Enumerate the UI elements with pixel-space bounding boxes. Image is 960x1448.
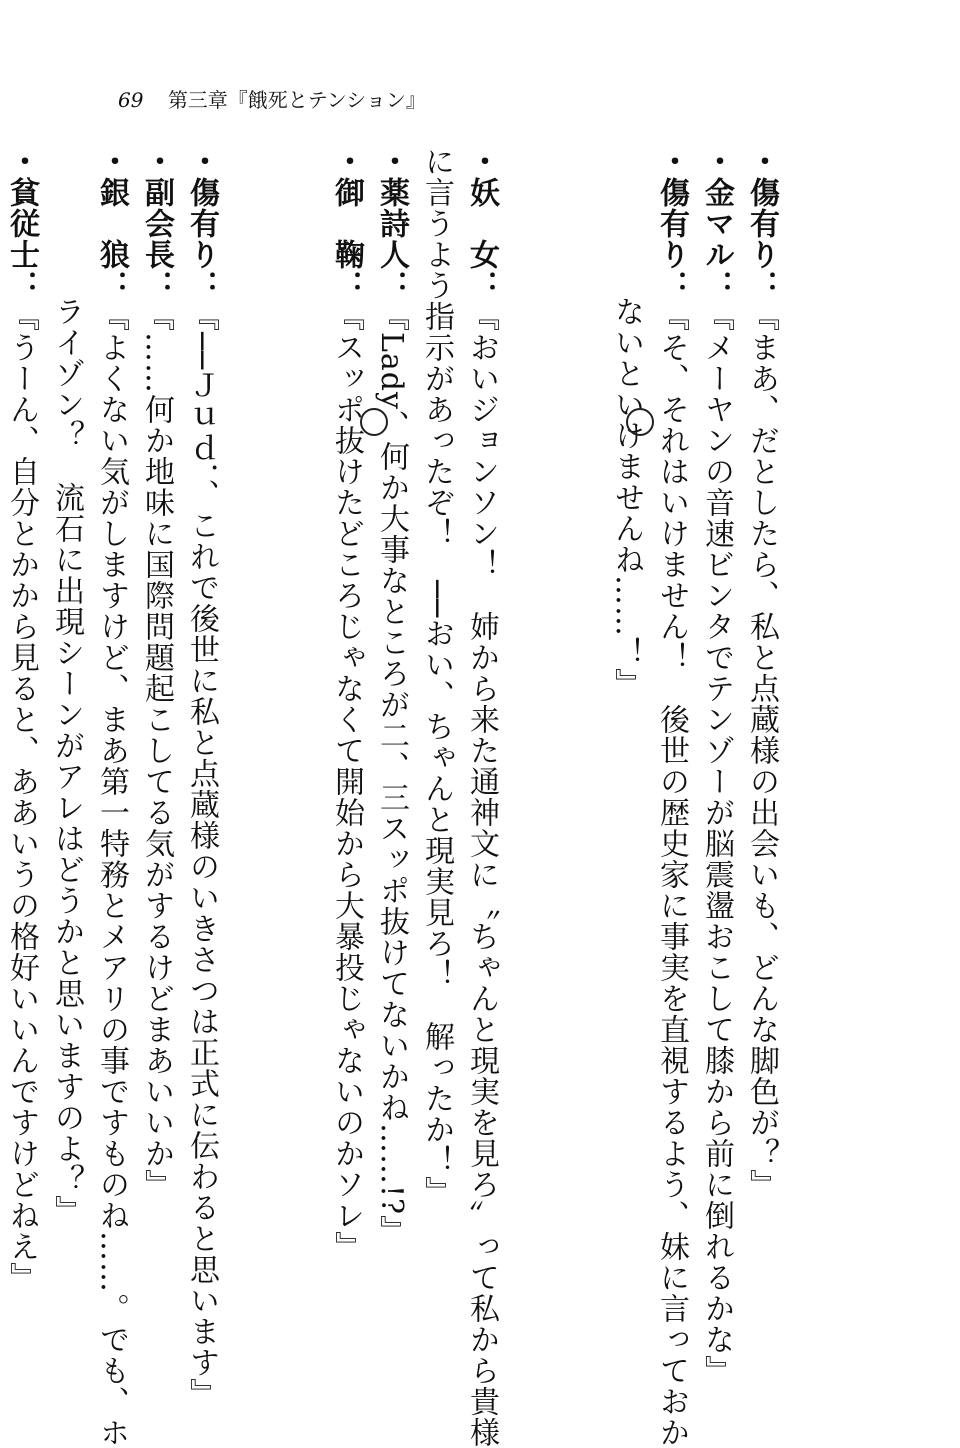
dialogue-text: 『おいジョンソン！ 姉から来た通神文に〝ちゃんと現実を見ろ〟って私から貴様 (464, 301, 499, 1448)
speaker-label: ・金マル： (699, 146, 734, 301)
dialogue-text: 『まあ、だとしたら、私と点蔵様の出会いも、どんな脚色が？』 (744, 301, 779, 1200)
running-header (118, 84, 426, 113)
dialogue-line (739, 146, 784, 1276)
speaker-label: ・傷有り： (744, 146, 779, 301)
dialogue-line (604, 146, 649, 1276)
dialogue-line (324, 146, 369, 1276)
vertical-body-text (4, 146, 784, 1448)
dialogue-text: 『……何か地味に国際問題起こしてる気がするけどまあいいか』 (139, 301, 174, 1200)
speaker-label: ・傷有り： (184, 146, 219, 301)
dialogue-line (134, 146, 179, 1276)
chapter-title: 第三章『餓死とテンション』 (167, 88, 426, 112)
dialogue-line (694, 146, 739, 1386)
dialogue-text: 『そ、それはいけません！ 後世の歴史家に事実を直視するよう、妹に言っておか (654, 301, 689, 1448)
dialogue-text: 『──Ｊｕｄ．、これで後世に私と点蔵様のいきさつは正式に伝わると思います』 (184, 301, 219, 1410)
section-gap (504, 146, 604, 147)
speaker-label: ・副会長： (139, 146, 174, 301)
dialogue-line (369, 146, 414, 1276)
dialogue-line (0, 146, 44, 1293)
dialogue-line (459, 146, 504, 1448)
speaker-label: ・傷有り： (654, 146, 689, 301)
section-break-circle-icon (360, 408, 388, 436)
dialogue-line (44, 146, 89, 1276)
speaker-label: ・銀 狼： (94, 146, 129, 301)
dialogue-text: 『うーん、自分とかから見ると、ああいうの格好いいんですけどねえ』 (4, 301, 39, 1293)
speaker-label: ・妖 女： (464, 146, 499, 301)
speaker-label: ・貧従士： (4, 146, 39, 301)
dialogue-line (414, 146, 459, 1276)
dialogue-text: 『メーヤンの音速ビンタでテンゾーが脳震盪おこして膝から前に倒れるかな』 (699, 301, 734, 1386)
dialogue-text: 『スッポ抜けたどころじゃなくて開始から大暴投じゃないのかソレ』 (329, 301, 364, 1262)
dialogue-text: に言うよう指示があったぞ！ ──おい、ちゃんと現実見ろ！ 解ったか！』 (419, 146, 454, 1208)
dialogue-line (649, 146, 694, 1448)
dialogue-line (179, 146, 224, 1410)
speaker-label: ・薬詩人： (374, 146, 409, 301)
section-gap (224, 146, 324, 147)
section-break-circle-icon (626, 408, 654, 436)
dialogue-text: ないといけませんね……！』 (609, 296, 644, 699)
page-number: 69 (118, 88, 144, 112)
speaker-label: ・御 鞠： (329, 146, 364, 301)
dialogue-line (89, 146, 134, 1448)
dialogue-text: ライゾン？ 流石に出現シーンがアレはどうかと思いますのよ？』 (49, 296, 84, 1226)
dialogue-text: 『よくない気がしますけど、まあ第一特務とメアリの事ですものね……。でも、ホ (94, 301, 129, 1448)
dialogue-text: 『Lady、何か大事なところが二、三スッポ抜けてないかね……!?』 (374, 301, 409, 1247)
